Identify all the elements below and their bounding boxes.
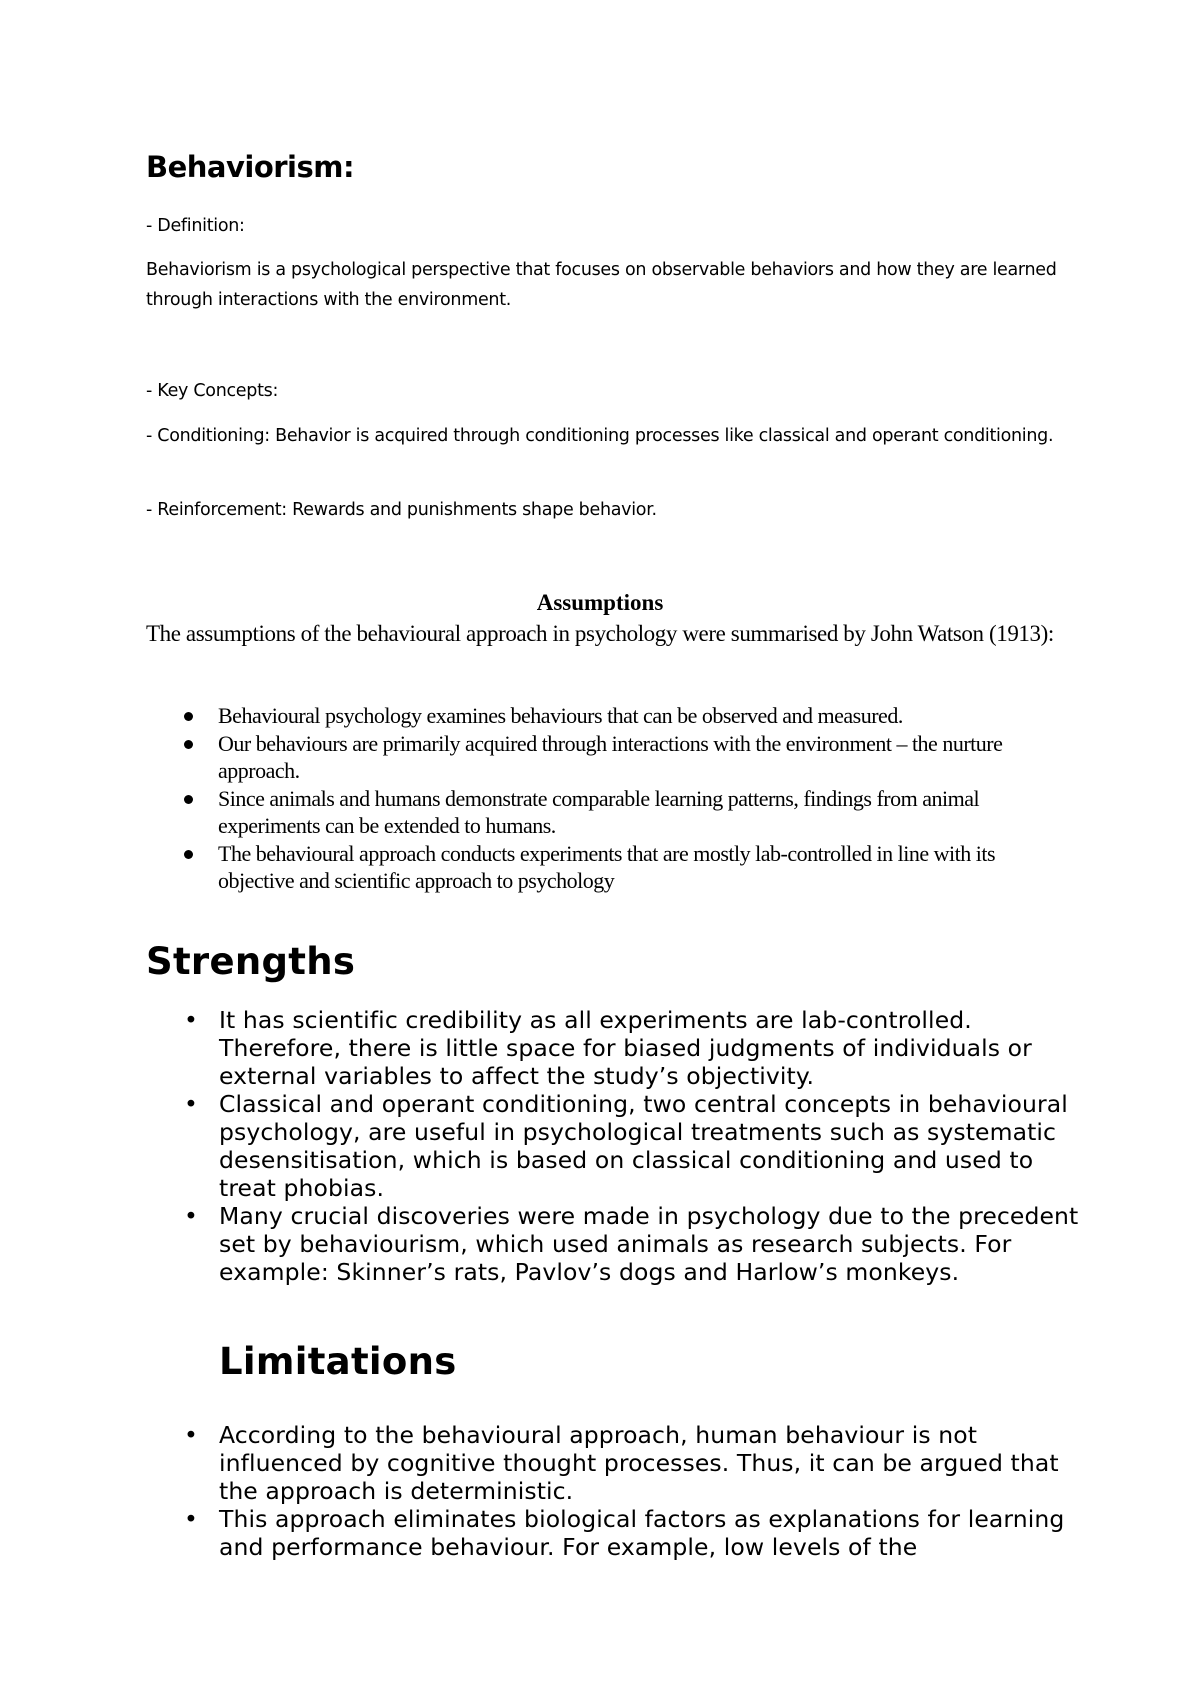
concept-conditioning: - Conditioning: Behavior is acquired through conditioning processes like classical and operant conditioning. <box>146 426 1054 446</box>
limitations-heading: Limitations <box>219 1340 457 1383</box>
bullet-icon <box>184 712 193 721</box>
bullet-icon: • <box>184 1090 198 1118</box>
behaviorism-heading: Behaviorism: <box>146 150 355 184</box>
bullet-icon: • <box>184 1421 198 1449</box>
list-item-text: Since animals and humans demonstrate comparable learning patterns, findings from animal experiments can be extended to humans. <box>218 785 980 838</box>
bullet-icon <box>184 795 193 804</box>
list-item <box>146 1421 1086 1505</box>
concept-reinforcement: - Reinforcement: Rewards and punishments shape behavior. <box>146 500 657 520</box>
bullet-icon <box>184 850 193 859</box>
definition-label: - Definition: <box>146 216 245 236</box>
limitations-list <box>146 1421 1086 1561</box>
bullet-icon: • <box>184 1505 198 1533</box>
list-item <box>146 1006 1086 1090</box>
bullet-icon <box>184 740 193 749</box>
list-item-text: This approach eliminates biological factors as explanations for learning and performance behaviour. For example, low levels of the <box>219 1505 1065 1561</box>
key-concepts-label: - Key Concepts: <box>146 381 279 401</box>
list-item <box>146 1202 1086 1286</box>
list-item-text: Classical and operant conditioning, two central concepts in behavioural psychology, are useful in psychological treatments such as systematic desensitisation, which is based on classical conditioning and used to treat phobias. <box>219 1090 1068 1202</box>
list-item <box>146 840 1076 895</box>
list-item <box>146 730 1076 785</box>
assumptions-heading: Assumptions <box>536 590 664 615</box>
list-item <box>146 785 1076 840</box>
assumptions-list <box>146 702 1076 895</box>
strengths-heading: Strengths <box>146 940 356 983</box>
list-item-text: Behavioural psychology examines behaviours that can be observed and measured. <box>218 703 903 728</box>
list-item-text: According to the behavioural approach, human behaviour is not influenced by cognitive thought processes. Thus, it can be argued that the approach is deterministic. <box>219 1421 1059 1505</box>
bullet-icon: • <box>184 1202 198 1230</box>
definition-text: Behaviorism is a psychological perspective that focuses on observable behaviors and how they are learned through interactions with the environment. <box>146 260 1057 310</box>
bullet-icon: • <box>184 1006 198 1034</box>
list-item-text: Our behaviours are primarily acquired through interactions with the environment – the nurture approach. <box>218 730 1003 783</box>
list-item-text: Many crucial discoveries were made in psychology due to the precedent set by behaviourism, which used animals as research subjects. For example: Skinner’s rats, Pavlov’s dogs and Harlow’s monkeys. <box>219 1202 1079 1286</box>
list-item <box>146 1090 1086 1202</box>
list-item <box>146 1505 1086 1561</box>
list-item-text: It has scientific credibility as all experiments are lab-controlled. Therefore, there is little space for biased judgments of individuals or external variables to affect the study’s objectivity. <box>219 1006 1032 1090</box>
list-item-text: The behavioural approach conducts experiments that are mostly lab-controlled in line with its objective and scientific approach to psychology <box>218 840 996 893</box>
assumptions-intro: The assumptions of the behavioural approach in psychology were summarised by John Watson (1913): <box>146 621 1054 646</box>
list-item <box>146 702 1076 730</box>
strengths-list <box>146 1006 1086 1286</box>
